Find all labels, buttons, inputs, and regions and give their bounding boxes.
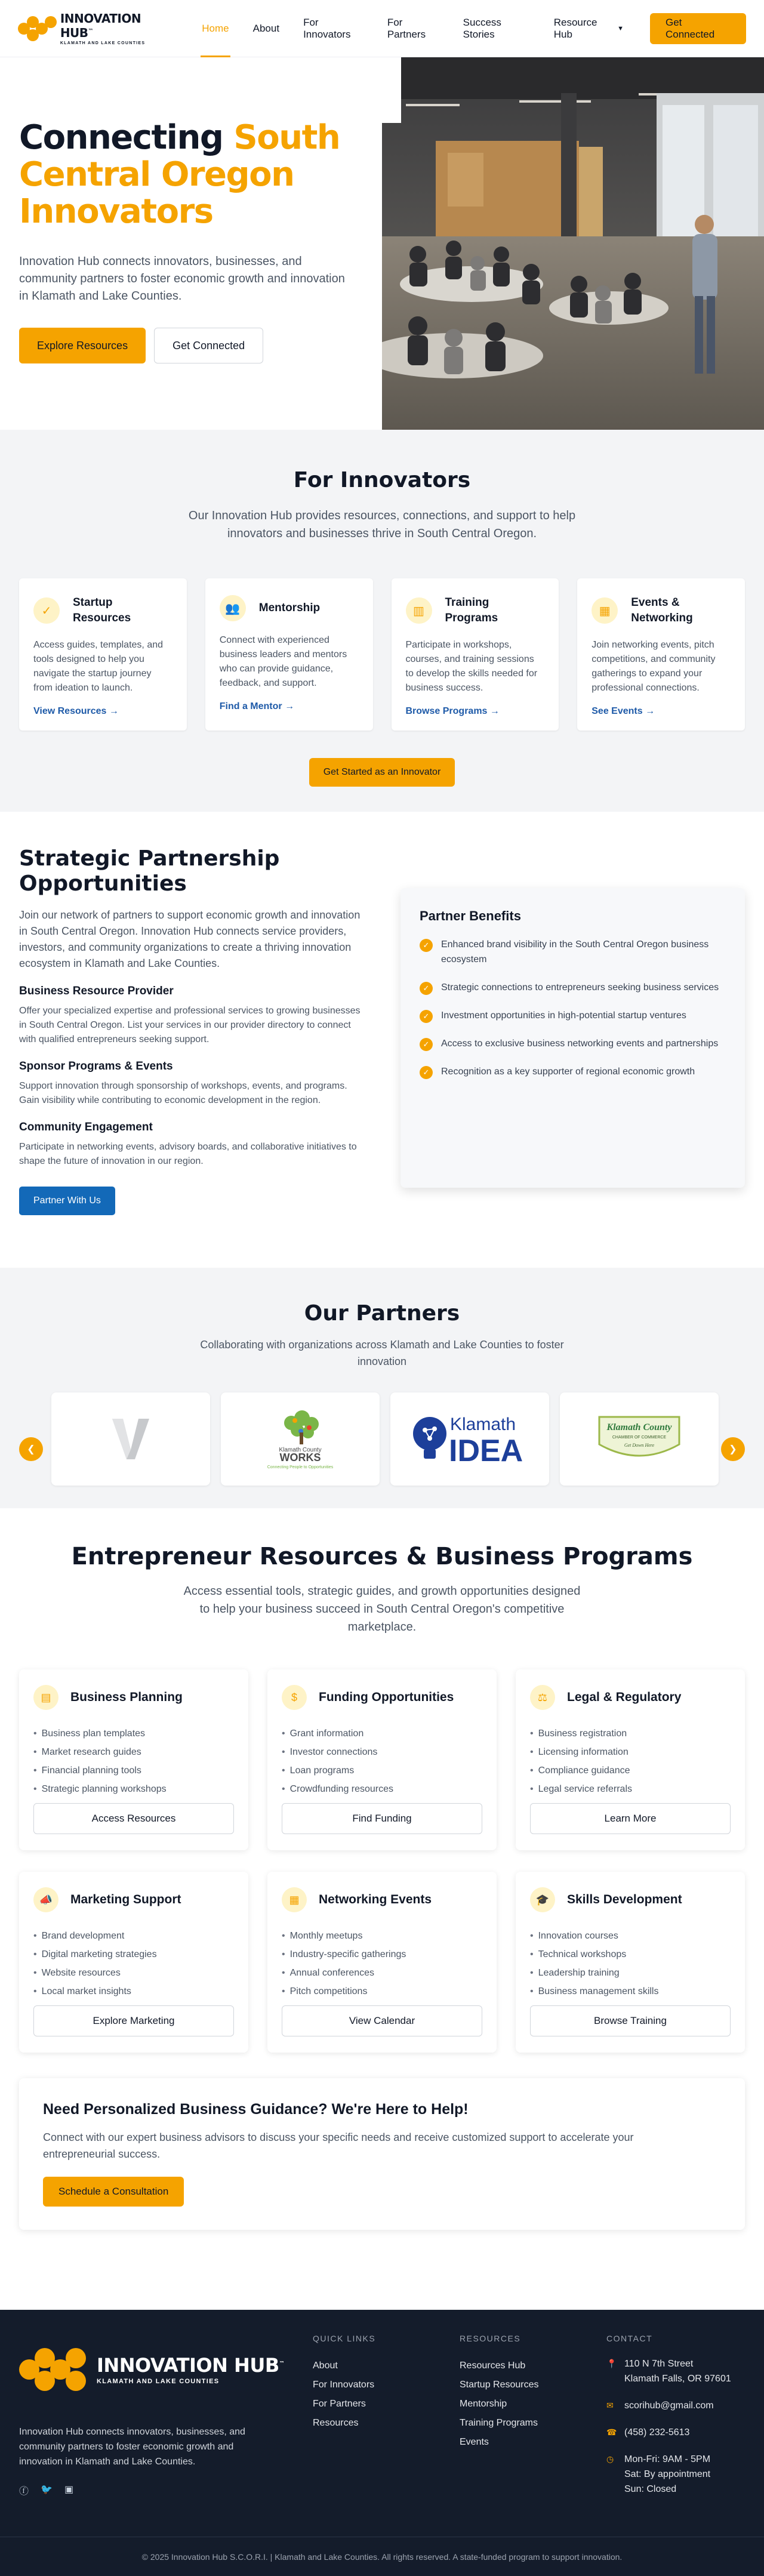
benefit-item: ✓ Access to exclusive business networking events and partnerships	[420, 1036, 726, 1051]
partner-logo-klamath-idea[interactable]	[390, 1392, 549, 1486]
hours-saturday: Sat: By appointment	[624, 2469, 711, 2479]
see-events-link[interactable]: See Events →	[592, 706, 655, 716]
resource-card-business-planning	[19, 1669, 248, 1850]
footer-column-title: QUICK LINKS	[313, 2334, 376, 2343]
footer-link-resources[interactable]: Resources	[313, 2418, 359, 2428]
innovator-card-training	[392, 578, 559, 731]
footer-resources-links	[460, 2334, 606, 2509]
view-resources-link[interactable]: View Resources →	[33, 706, 119, 716]
check-icon: ✓	[420, 1010, 433, 1023]
list-item: • Business registration	[530, 1724, 731, 1743]
mail-icon: ✉	[606, 2401, 614, 2410]
hero-get-connected-button[interactable]: Get Connected	[154, 328, 263, 363]
hero-photo	[382, 57, 764, 430]
resources-title: Entrepreneur Resources & Business Programs	[71, 1543, 693, 1570]
list-item: • Brand development	[33, 1927, 234, 1945]
resource-card-legal	[516, 1669, 745, 1850]
clipboard-icon: ▤	[33, 1685, 58, 1710]
list-item: • Pitch competitions	[282, 1982, 482, 2001]
benefit-item: ✓ Recognition as a key supporter of regional economic growth	[420, 1064, 726, 1079]
resource-card-funding	[267, 1669, 497, 1850]
partner-benefits-panel	[401, 888, 745, 1188]
svg-text:Connecting People to Opportuni: Connecting People to Opportunities	[267, 1465, 334, 1469]
contact-email[interactable]: scorihub@gmail.com	[624, 2401, 714, 2411]
list-item: • Local market insights	[33, 1982, 234, 2001]
footer-column-title: CONTACT	[606, 2334, 653, 2343]
nav-about[interactable]: About	[252, 22, 280, 34]
hero-description: Innovation Hub connects innovators, businesses, and community partners to foster economic growth and innovation in Klamath and Lake Counties.	[19, 255, 345, 303]
find-funding-button[interactable]: Find Funding	[282, 1803, 482, 1834]
workshop-photo-image	[382, 57, 764, 430]
svg-text:Klamath: Klamath	[450, 1415, 516, 1434]
footer-brand-tagline: KLAMATH AND LAKE COUNTIES	[97, 2378, 220, 2385]
our-partners-section	[0, 1268, 764, 1508]
check-icon: ✓	[420, 1038, 433, 1051]
list-item: • Licensing information	[530, 1743, 731, 1761]
resource-card-title: Skills Development	[567, 1893, 682, 1906]
innovators-title: For Innovators	[293, 468, 471, 492]
innovator-card-title: Training Programs	[445, 596, 498, 624]
innovator-card-mentorship	[205, 578, 373, 731]
list-item: • Loan programs	[282, 1761, 482, 1780]
svg-text:WORKS: WORKS	[279, 1452, 321, 1463]
contact-phone[interactable]: (458) 232-5613	[624, 2427, 690, 2438]
phone-icon: ☎	[606, 2427, 617, 2437]
footer-column-title: RESOURCES	[460, 2334, 521, 2343]
footer-link-resources-hub[interactable]: Resources Hub	[460, 2361, 526, 2371]
footer-description: Innovation Hub connects innovators, businesses, and community partners to foster economic growth and innovation in Klamath and Lake Counties.	[19, 2427, 245, 2467]
resources-subtitle: Access essential tools, strategic guides, and growth opportunities designed to help your business succeed in South Central Oregon's competitive marketplace.	[183, 1585, 581, 1634]
klamath-works-logo-image	[249, 1406, 351, 1472]
calendar-icon: ▦	[592, 597, 618, 624]
partner-with-us-button[interactable]: Partner With Us	[19, 1187, 115, 1215]
partner-benefits-title: Partner Benefits	[419, 908, 521, 923]
hexagon-logo-icon	[18, 15, 56, 42]
nav-resource-hub[interactable]	[554, 0, 624, 57]
list-item: • Legal service referrals	[530, 1780, 731, 1798]
resource-card-title: Business Planning	[70, 1690, 183, 1704]
list-item: • Website resources	[33, 1964, 234, 1982]
learn-more-button[interactable]: Learn More	[530, 1803, 731, 1834]
resource-card-marketing	[19, 1872, 248, 2053]
find-mentor-link[interactable]: Find a Mentor →	[219, 701, 295, 711]
guidance-card	[19, 2078, 745, 2230]
partner-logo-v[interactable]	[51, 1392, 210, 1486]
users-icon: 👥	[220, 595, 246, 621]
megaphone-icon: 📣	[33, 1887, 58, 1912]
schedule-consultation-button[interactable]: Schedule a Consultation	[43, 2177, 184, 2207]
list-item: • Strategic planning workshops	[33, 1780, 234, 1798]
partner-logo-carousel	[0, 1392, 764, 1486]
guidance-text: Connect with our expert business advisors to discuss your specific needs and receive customized support to accelerate your entrepreneurial success.	[43, 2131, 634, 2160]
check-icon: ✓	[420, 939, 433, 952]
klamath-chamber-logo-image	[594, 1412, 684, 1466]
innovator-card-text: Join networking events, pitch competitions, and community gatherings to expand your professional connections.	[592, 640, 716, 693]
list-item: • Industry-specific gatherings	[282, 1945, 482, 1964]
facebook-icon[interactable]: ⓕ	[19, 2486, 29, 2497]
chevron-down-icon: ▼	[617, 24, 624, 32]
hexagon-logo-icon	[19, 2346, 91, 2393]
footer-link-about[interactable]: About	[313, 2361, 338, 2371]
list-item: • Digital marketing strategies	[33, 1945, 234, 1964]
benefit-item: ✓ Strategic connections to entrepreneurs seeking business services	[420, 980, 726, 995]
resource-card-title: Funding Opportunities	[319, 1690, 454, 1704]
nav-success-stories[interactable]: Success Stories	[463, 16, 501, 40]
partnership-title: Strategic Partnership Opportunities	[19, 846, 280, 896]
svg-text:Klamath County: Klamath County	[279, 1447, 322, 1453]
list-item: • Crowdfunding resources	[282, 1780, 482, 1798]
partnership-block-text: Participate in networking events, advisory boards, and collaborative initiatives to shape the future of innovation in our region.	[19, 1142, 357, 1166]
twitter-icon[interactable]: 🐦	[41, 2485, 53, 2495]
hero-section	[0, 57, 764, 430]
svg-text:CHAMBER OF COMMERCE: CHAMBER OF COMMERCE	[612, 1435, 667, 1440]
for-innovators-section	[0, 430, 764, 812]
footer-link-training-programs[interactable]: Training Programs	[460, 2418, 538, 2428]
innovators-subtitle: Our Innovation Hub provides resources, connections, and support to help innovators and businesses thrive in South Central Oregon.	[188, 509, 576, 540]
get-connected-button[interactable]: Get Connected	[650, 13, 746, 44]
benefit-item: ✓ Enhanced brand visibility in the South Central Oregon business ecosystem	[420, 937, 726, 967]
v-logo-image	[110, 1415, 152, 1463]
nav-resource-hub-label: Resource Hub	[553, 16, 597, 40]
partnership-block-title: Business Resource Provider	[19, 985, 174, 997]
list-item: • Business management skills	[530, 1982, 731, 2001]
brand-name: INNOVATION HUB™	[60, 11, 141, 40]
footer-link-for-innovators[interactable]: For Innovators	[313, 2380, 375, 2390]
innovator-card-text: Access guides, templates, and tools designed to help you navigate the startup journey from ideation to launch.	[33, 640, 164, 693]
partnership-block-text: Support innovation through sponsorship of workshops, events, and programs. Gain visibility while contributing to economic development in the region.	[19, 1081, 347, 1105]
innovator-card-title: Mentorship	[258, 602, 321, 614]
map-pin-icon: 📍	[606, 2359, 617, 2368]
list-item: • Grant information	[282, 1724, 482, 1743]
main-nav	[202, 0, 648, 57]
partnership-block-text: Offer your specialized expertise and professional services to growing businesses in South Central Oregon. List your services in our provider directory to connect with qualified entrepreneurs seeking support.	[19, 1006, 361, 1044]
innovator-card-title: Startup Resources	[73, 596, 131, 624]
check-icon: ✓	[420, 1066, 433, 1079]
copyright-text: © 2025 Innovation Hub S.C.O.R.I. | Klamath and Lake Counties. All rights reserved. A state-funded program to support innovation.	[0, 2537, 764, 2576]
guidance-title: Need Personalized Business Guidance? We're Here to Help!	[43, 2101, 469, 2118]
nav-home[interactable]: Home	[202, 0, 229, 57]
footer-link-mentorship[interactable]: Mentorship	[460, 2399, 507, 2409]
innovator-card-title: Events & Networking	[631, 596, 693, 624]
list-item: • Business plan templates	[33, 1724, 234, 1743]
gavel-icon: ⚖	[530, 1685, 555, 1710]
get-started-innovator-button[interactable]: Get Started as an Innovator	[309, 758, 455, 787]
carousel-next-arrow-icon[interactable]: ❯	[721, 1437, 745, 1461]
money-icon: $	[282, 1685, 307, 1710]
list-item: • Financial planning tools	[33, 1761, 234, 1780]
innovator-card-startup	[19, 578, 187, 731]
partners-title: Our Partners	[304, 1301, 460, 1326]
nav-for-innovators[interactable]: For Innovators	[303, 16, 351, 40]
hours-weekday: Mon-Fri: 9AM - 5PM	[624, 2454, 711, 2464]
list-item: • Compliance guidance	[530, 1761, 731, 1780]
book-icon: ▥	[406, 597, 432, 624]
contact-address-line1: 110 N 7th Street	[624, 2359, 694, 2369]
svg-text:Get Down Here: Get Down Here	[624, 1443, 655, 1448]
site-footer	[0, 2310, 764, 2576]
list-item: • Monthly meetups	[282, 1927, 482, 1945]
svg-text:IDEA: IDEA	[449, 1434, 523, 1468]
resource-card-skills	[516, 1872, 745, 2053]
linkedin-icon[interactable]: ▣	[64, 2485, 74, 2495]
resource-card-networking	[267, 1872, 497, 2053]
clock-icon: ◷	[606, 2454, 614, 2464]
partner-logo-klamath-chamber[interactable]	[560, 1392, 719, 1486]
footer-brand-logo[interactable]	[19, 2346, 313, 2393]
resource-card-title: Legal & Regulatory	[567, 1690, 682, 1704]
hours-sunday: Sun: Closed	[624, 2484, 677, 2494]
partnership-lead: Join our network of partners to support economic growth and innovation in South Central Oregon. Innovation Hub connects service providers, investors, and community organizations to create a thriving innovation ecosystem in Klamath and Lake Counties.	[19, 909, 361, 969]
hero-title: Connecting South Central Oregon Innovators	[19, 118, 340, 231]
benefit-item: ✓ Investment opportunities in high-potential startup ventures	[420, 1008, 726, 1023]
partnership-block-title: Sponsor Programs & Events	[19, 1060, 173, 1073]
rocket-icon: ✓	[33, 597, 60, 624]
guidance-section	[0, 2078, 764, 2310]
brand-tagline: KLAMATH AND LAKE COUNTIES	[60, 41, 146, 45]
nav-for-partners[interactable]: For Partners	[387, 16, 426, 40]
list-item: • Technical workshops	[530, 1945, 731, 1964]
innovator-card-text: Participate in workshops, courses, and training sessions to develop the skills needed for business success.	[405, 640, 538, 693]
entrepreneur-resources-section	[0, 1508, 764, 2078]
resource-card-title: Marketing Support	[70, 1893, 181, 1906]
list-item: • Investor connections	[282, 1743, 482, 1761]
graduation-icon: 🎓	[530, 1887, 555, 1912]
partner-logo-klamath-works[interactable]	[221, 1392, 380, 1486]
klamath-idea-logo-image	[407, 1406, 532, 1472]
partnership-section	[0, 812, 764, 1268]
partners-subtitle: Collaborating with organizations across Klamath and Lake Counties to foster innovation	[200, 1339, 564, 1367]
browse-programs-link[interactable]: Browse Programs →	[405, 706, 500, 716]
site-header	[0, 0, 764, 57]
innovator-card-text: Connect with experienced business leaders and mentors who can provide guidance, feedback, and support.	[219, 635, 347, 688]
brand-logo[interactable]	[18, 11, 172, 45]
explore-resources-button[interactable]: Explore Resources	[19, 328, 146, 363]
footer-brand-name: INNOVATION HUB™	[97, 2354, 285, 2377]
view-calendar-button[interactable]: View Calendar	[282, 2005, 482, 2036]
list-item: • Annual conferences	[282, 1964, 482, 1982]
list-item: • Market research guides	[33, 1743, 234, 1761]
calendar-icon: ▦	[282, 1887, 307, 1912]
footer-link-events[interactable]: Events	[460, 2437, 489, 2447]
partnership-block-title: Community Engagement	[19, 1121, 153, 1133]
explore-marketing-button[interactable]: Explore Marketing	[33, 2005, 234, 2036]
check-icon: ✓	[420, 982, 433, 995]
list-item: • Leadership training	[530, 1964, 731, 1982]
svg-text:Klamath County: Klamath County	[606, 1422, 672, 1432]
list-item: • Innovation courses	[530, 1927, 731, 1945]
footer-quick-links	[313, 2334, 460, 2509]
carousel-prev-arrow-icon[interactable]: ❮	[19, 1437, 43, 1461]
resource-card-title: Networking Events	[319, 1893, 432, 1906]
access-resources-button[interactable]: Access Resources	[33, 1803, 234, 1834]
innovator-card-events	[577, 578, 745, 731]
footer-link-for-partners[interactable]: For Partners	[313, 2399, 366, 2409]
footer-link-startup-resources[interactable]: Startup Resources	[460, 2380, 539, 2390]
footer-contact	[606, 2334, 753, 2509]
contact-address-line2: Klamath Falls, OR 97601	[624, 2374, 731, 2384]
browse-training-button[interactable]: Browse Training	[530, 2005, 731, 2036]
